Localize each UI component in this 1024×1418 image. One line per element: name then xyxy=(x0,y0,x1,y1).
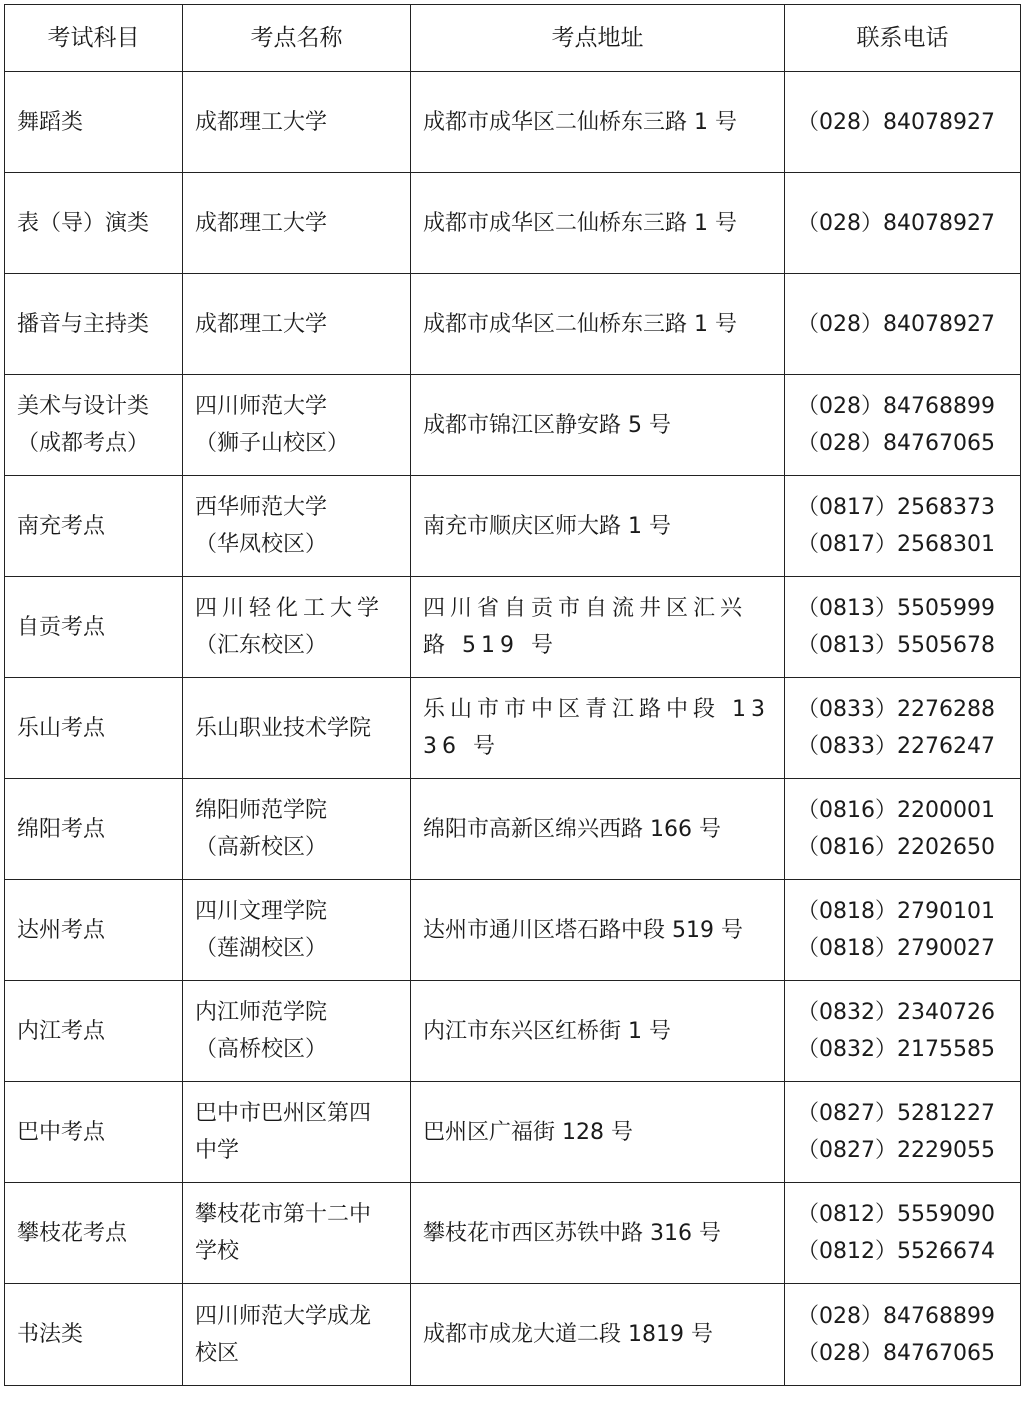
cell-address xyxy=(411,72,785,173)
site-line: 四川文理学院 xyxy=(195,899,328,924)
address-text: 成都市成龙大道二段 1819 号 xyxy=(423,1322,713,1347)
header-phone: 联系电话 xyxy=(785,5,1021,72)
subject-line: 乐山考点 xyxy=(17,715,106,741)
address-text: 乐山市市中区青江路中段 1336 号 xyxy=(423,697,770,759)
table-row xyxy=(5,1082,1021,1183)
address-text: 内江市东兴区红桥街 1 号 xyxy=(423,1018,671,1044)
phone-number: （0818）2790101 xyxy=(797,899,995,924)
cell-phone xyxy=(785,274,1021,375)
phone-number: （028）84768899 xyxy=(797,394,995,419)
phone-number: （0833）2276288 xyxy=(797,697,995,722)
subject-line: 自贡考点 xyxy=(17,614,106,640)
site-line: 西华师范大学 xyxy=(195,495,328,520)
address-text: 成都市成华区二仙桥东三路 1 号 xyxy=(423,109,737,135)
subject-line: 播音与主持类 xyxy=(17,311,150,337)
cell-phone xyxy=(785,1183,1021,1284)
table-row xyxy=(5,1284,1021,1386)
site-line: （汇东校区） xyxy=(195,633,328,658)
exam-site-table xyxy=(4,4,1021,1386)
phone-number: （0818）2790027 xyxy=(797,936,995,961)
cell-phone xyxy=(785,981,1021,1082)
phone-number: （0817）2568373 xyxy=(797,495,995,520)
address-text: 绵阳市高新区绵兴西路 166 号 xyxy=(423,816,721,842)
site-line: 成都理工大学 xyxy=(195,210,328,236)
cell-address xyxy=(411,981,785,1082)
cell-subject xyxy=(5,274,183,375)
subject-line: 美术与设计类 xyxy=(17,394,150,419)
cell-subject xyxy=(5,1082,183,1183)
cell-phone xyxy=(785,375,1021,476)
cell-subject xyxy=(5,1284,183,1386)
subject-line: 绵阳考点 xyxy=(17,816,106,842)
cell-site xyxy=(183,1284,411,1386)
cell-subject xyxy=(5,981,183,1082)
phone-number: （028）84078927 xyxy=(797,109,995,135)
cell-phone xyxy=(785,678,1021,779)
cell-phone xyxy=(785,577,1021,678)
cell-address xyxy=(411,274,785,375)
cell-subject xyxy=(5,375,183,476)
phone-number: （028）84767065 xyxy=(797,1340,995,1366)
table-row xyxy=(5,72,1021,173)
site-line: 四川师范大学 xyxy=(195,394,328,419)
phone-number: （028）84767065 xyxy=(797,431,995,456)
cell-subject xyxy=(5,678,183,779)
cell-site xyxy=(183,981,411,1082)
phone-number: （0827）5281227 xyxy=(797,1101,995,1126)
cell-address xyxy=(411,779,785,880)
cell-site xyxy=(183,72,411,173)
phone-number: （0827）2229055 xyxy=(797,1138,995,1163)
cell-site xyxy=(183,880,411,981)
site-line: 成都理工大学 xyxy=(195,311,328,337)
phone-number: （0817）2568301 xyxy=(797,532,995,557)
site-line: 四川师范大学成龙 xyxy=(195,1303,372,1329)
address-text: 成都市锦江区静安路 5 号 xyxy=(423,412,671,438)
phone-number: （0832）2340726 xyxy=(797,1000,995,1025)
phone-number: （0816）2200001 xyxy=(797,798,995,823)
address-text: 达州市通川区塔石路中段 519 号 xyxy=(423,917,743,943)
address-text: 巴州区广福街 128 号 xyxy=(423,1119,633,1145)
phone-number: （0813）5505678 xyxy=(797,633,995,658)
site-line: （莲湖校区） xyxy=(195,936,328,961)
address-text: 四川省自贡市自流井区汇兴路 519 号 xyxy=(423,596,748,658)
cell-site xyxy=(183,1082,411,1183)
cell-phone xyxy=(785,1082,1021,1183)
table-row xyxy=(5,1183,1021,1284)
cell-subject xyxy=(5,173,183,274)
table-row xyxy=(5,577,1021,678)
phone-number: （0812）5559090 xyxy=(797,1202,995,1227)
header-subject: 考试科目 xyxy=(5,5,183,72)
site-line: 中学 xyxy=(195,1138,240,1163)
cell-address xyxy=(411,173,785,274)
cell-site xyxy=(183,577,411,678)
cell-address xyxy=(411,1284,785,1386)
cell-site xyxy=(183,678,411,779)
site-line: （华凤校区） xyxy=(195,532,328,557)
phone-number: （0833）2276247 xyxy=(797,734,995,759)
cell-site xyxy=(183,779,411,880)
cell-subject xyxy=(5,880,183,981)
cell-site xyxy=(183,1183,411,1284)
table-row xyxy=(5,173,1021,274)
table-row xyxy=(5,880,1021,981)
subject-line: 表（导）演类 xyxy=(17,210,150,236)
phone-number: （0812）5526674 xyxy=(797,1239,995,1264)
site-line: 乐山职业技术学院 xyxy=(195,715,372,741)
cell-subject xyxy=(5,72,183,173)
address-text: 成都市成华区二仙桥东三路 1 号 xyxy=(423,210,737,236)
site-line: （高新校区） xyxy=(195,835,328,860)
phone-number: （0813）5505999 xyxy=(797,596,995,621)
site-line: 绵阳师范学院 xyxy=(195,798,328,823)
site-line: 成都理工大学 xyxy=(195,109,328,135)
subject-line: 巴中考点 xyxy=(17,1119,106,1145)
table-row xyxy=(5,375,1021,476)
table-row xyxy=(5,981,1021,1082)
address-text: 南充市顺庆区师大路 1 号 xyxy=(423,513,671,539)
cell-address xyxy=(411,476,785,577)
cell-site xyxy=(183,173,411,274)
cell-phone xyxy=(785,1284,1021,1386)
cell-subject xyxy=(5,779,183,880)
address-text: 攀枝花市西区苏铁中路 316 号 xyxy=(423,1220,721,1246)
site-line: 巴中市巴州区第四 xyxy=(195,1101,372,1126)
site-line: 校区 xyxy=(195,1340,240,1366)
cell-phone xyxy=(785,173,1021,274)
site-line: 学校 xyxy=(195,1239,240,1264)
cell-phone xyxy=(785,880,1021,981)
table-row xyxy=(5,779,1021,880)
phone-number: （028）84078927 xyxy=(797,210,995,236)
cell-subject xyxy=(5,476,183,577)
cell-address xyxy=(411,577,785,678)
site-line: 四川轻化工大学 xyxy=(195,596,385,621)
subject-line: 舞蹈类 xyxy=(17,109,84,135)
cell-phone xyxy=(785,72,1021,173)
header-address: 考点地址 xyxy=(411,5,785,72)
subject-line: 内江考点 xyxy=(17,1018,106,1044)
phone-number: （0832）2175585 xyxy=(797,1037,995,1062)
subject-line: 书法类 xyxy=(17,1322,84,1347)
header-site: 考点名称 xyxy=(183,5,411,72)
subject-line: 南充考点 xyxy=(17,513,106,539)
cell-subject xyxy=(5,1183,183,1284)
site-line: （高桥校区） xyxy=(195,1037,328,1062)
table-row xyxy=(5,678,1021,779)
subject-line: 达州考点 xyxy=(17,917,106,943)
cell-address xyxy=(411,880,785,981)
phone-number: （028）84768899 xyxy=(797,1303,995,1329)
table-row xyxy=(5,274,1021,375)
table-body xyxy=(5,72,1021,1386)
site-line: 攀枝花市第十二中 xyxy=(195,1202,372,1227)
subject-line: （成都考点） xyxy=(17,431,150,456)
table-row xyxy=(5,476,1021,577)
subject-line: 攀枝花考点 xyxy=(17,1220,128,1246)
cell-address xyxy=(411,1082,785,1183)
cell-address xyxy=(411,375,785,476)
cell-site xyxy=(183,274,411,375)
phone-number: （0816）2202650 xyxy=(797,835,995,860)
address-text: 成都市成华区二仙桥东三路 1 号 xyxy=(423,311,737,337)
cell-site xyxy=(183,375,411,476)
cell-phone xyxy=(785,476,1021,577)
site-line: （狮子山校区） xyxy=(195,431,350,456)
cell-subject xyxy=(5,577,183,678)
site-line: 内江师范学院 xyxy=(195,1000,328,1025)
cell-site xyxy=(183,476,411,577)
phone-number: （028）84078927 xyxy=(797,311,995,337)
cell-address xyxy=(411,678,785,779)
cell-address xyxy=(411,1183,785,1284)
cell-phone xyxy=(785,779,1021,880)
table-header-row xyxy=(5,5,1021,72)
